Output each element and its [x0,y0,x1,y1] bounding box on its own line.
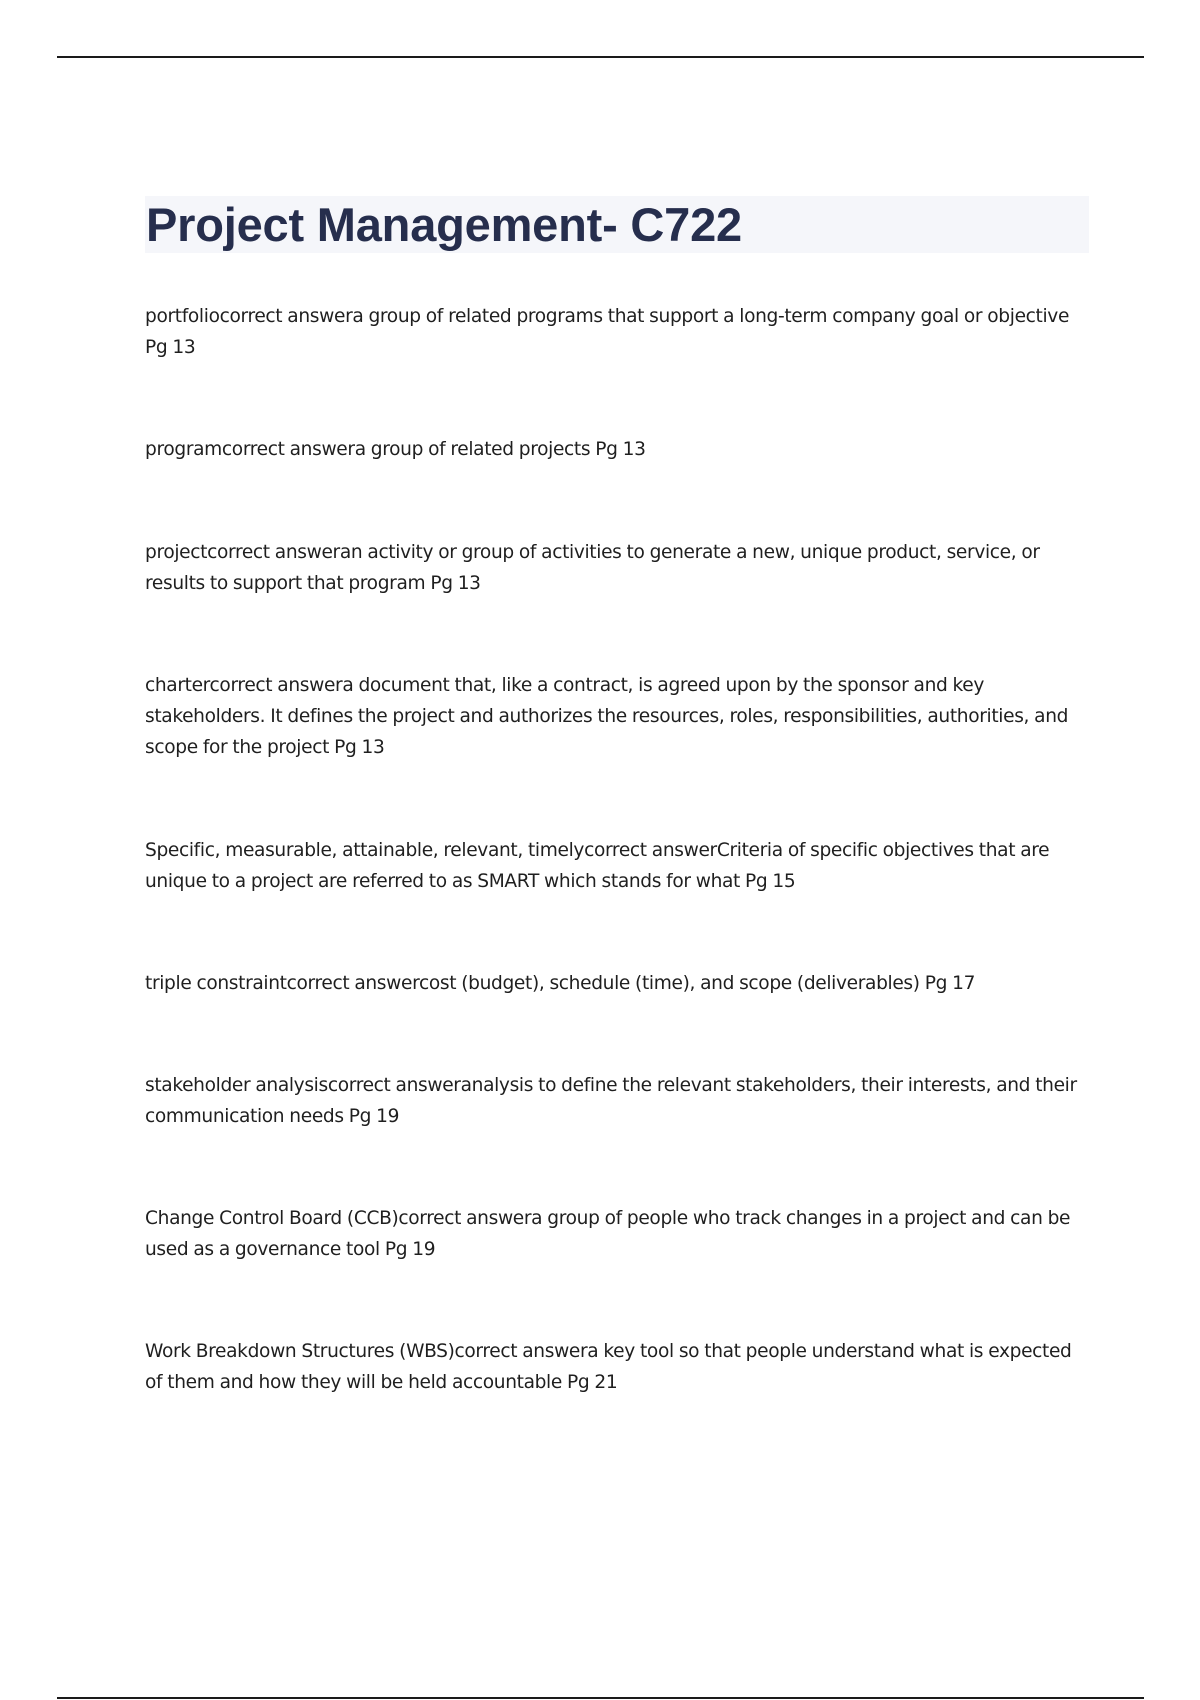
flashcard-text: portfoliocorrect answera group of related programs that support a long-term company goal or objective Pg 13 [145,306,1070,358]
flashcard-portfolio [145,301,1090,363]
flashcard-text: stakeholder analysiscorrect answeranalysis to define the relevant stakeholders, their interests, and their communication needs Pg 19 [145,1075,1077,1127]
flashcard-ccb [145,1203,1090,1265]
flashcard-text: chartercorrect answera document that, like a contract, is agreed upon by the sponsor and key stakeholders. It defines the project and authorizes the resources, roles, responsibilities, authorities, and scope for the project Pg 13 [145,675,1069,758]
flashcard-stakeholder-analysis [145,1070,1090,1132]
flashcard-charter [145,670,1090,763]
top-rule [57,56,1144,58]
flashcard-triple-constraint [145,968,1090,999]
flashcard-text: Change Control Board (CCB)correct answera group of people who track changes in a project and can be used as a governance tool Pg 19 [145,1208,1071,1260]
flashcard-text: triple constraintcorrect answercost (budget), schedule (time), and scope (deliverables) Pg 17 [145,973,976,994]
flashcard-wbs [145,1336,1090,1398]
flashcard-text: Work Breakdown Structures (WBS)correct answera key tool so that people understand what is expected of them and how they will be held accountable Pg 21 [145,1341,1072,1393]
flashcard-program [145,434,1090,465]
bottom-rule [57,1697,1144,1699]
flashcard-smart [145,835,1090,897]
flashcard-text: programcorrect answera group of related projects Pg 13 [145,439,646,460]
flashcard-project [145,537,1090,599]
flashcard-text: projectcorrect answeran activity or group of activities to generate a new, unique product, service, or results to support that program Pg 13 [145,542,1040,594]
document-title: Project Management- C722 [146,198,742,251]
flashcard-text: Specific, measurable, attainable, relevant, timelycorrect answerCriteria of specific objectives that are unique to a project are referred to as SMART which stands for what Pg 15 [145,840,1050,892]
